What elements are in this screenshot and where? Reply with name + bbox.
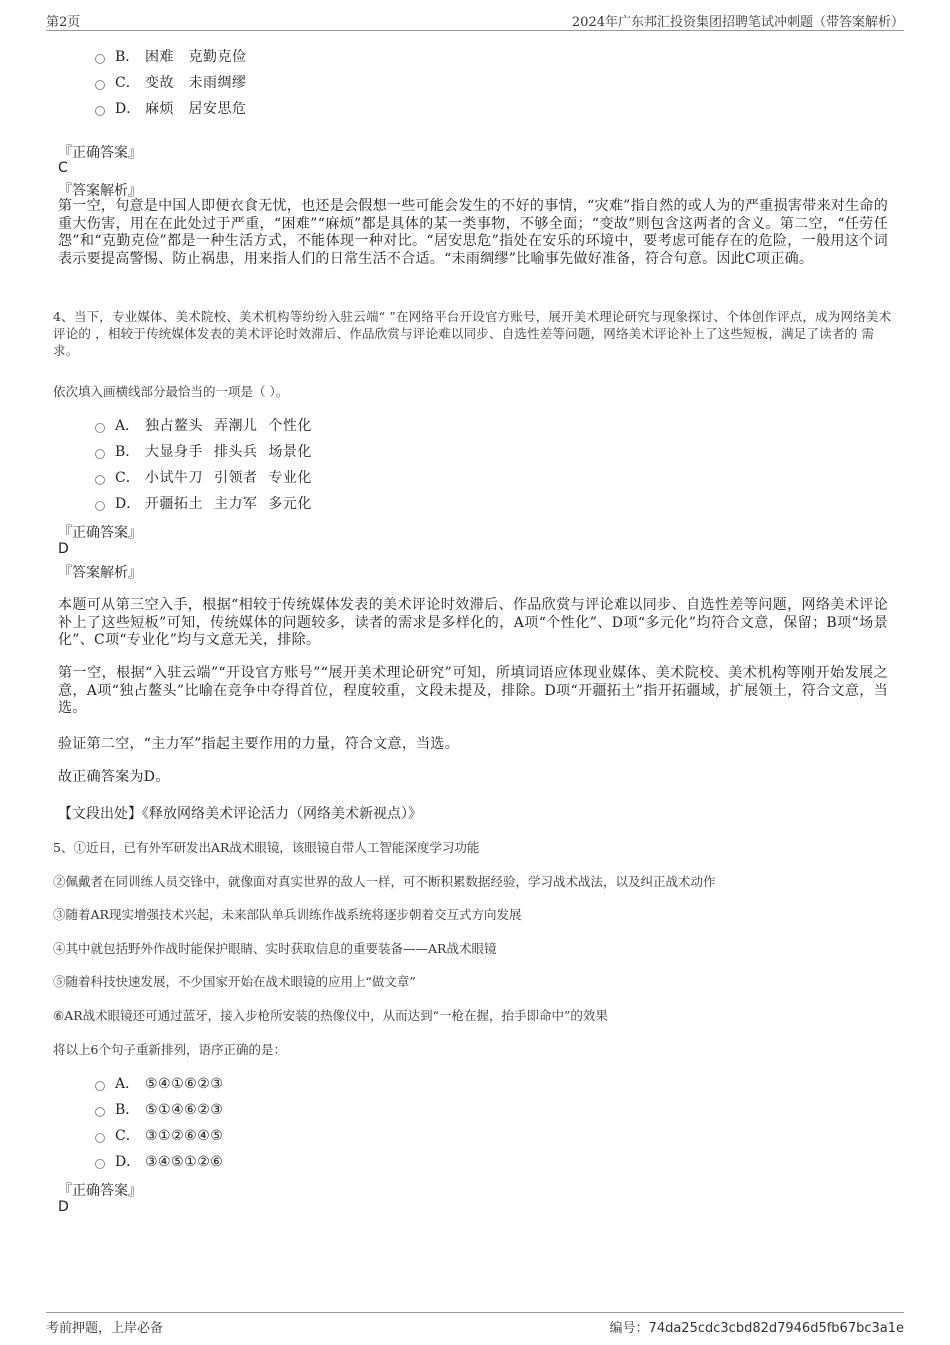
- option-letter: B．: [115, 1102, 140, 1118]
- option-text: ⑤④①⑥②③: [145, 1076, 224, 1092]
- radio-icon[interactable]: [95, 423, 105, 433]
- code-value: 74da25cdc3cbd82d7946d5fb67bc3a1e: [648, 1321, 904, 1336]
- q3-option-d[interactable]: [95, 96, 247, 122]
- option-letter: B．: [115, 444, 140, 460]
- radio-icon[interactable]: [95, 1133, 105, 1143]
- option-letter: A．: [115, 418, 140, 434]
- option-letter: D．: [115, 496, 141, 512]
- option-letter: C．: [115, 470, 140, 486]
- q4-analysis-label: 『答案解析』: [58, 565, 142, 581]
- radio-icon[interactable]: [95, 106, 105, 116]
- radio-icon[interactable]: [95, 1107, 105, 1117]
- radio-icon[interactable]: [95, 54, 105, 64]
- q4-stem: 4、当下，专业媒体、美术院校、美术机构等纷纷入驻云端“ ”在网络平台开设官方账号，展开美术理论研究与现象探讨、个体创作评点，成为网络美术评论的 ，相较于传统媒体发表的美术评论时效滞后、作品欣赏与评论难以同步、自选性差等问题，网络美术评论补上了这些短板，满足了读者的 需求。: [53, 309, 892, 358]
- option-text: ③④⑤①②⑥: [145, 1154, 224, 1170]
- q4-option-a[interactable]: [95, 413, 312, 439]
- q3-option-b[interactable]: [95, 44, 247, 70]
- option-text: 小试牛刀 引领者 专业化: [145, 470, 312, 486]
- option-text: ⑤①④⑥②③: [145, 1102, 224, 1118]
- q5-options: [95, 1071, 223, 1175]
- q5-answer-label: 『正确答案』: [58, 1183, 142, 1199]
- q4-option-c[interactable]: [95, 465, 312, 491]
- q4-analysis-p4: 故正确答案为D。: [58, 769, 170, 785]
- option-text: 独占鳌头 弄潮儿 个性化: [145, 418, 312, 434]
- radio-icon[interactable]: [95, 1159, 105, 1169]
- radio-icon[interactable]: [95, 501, 105, 511]
- option-letter: D．: [115, 101, 141, 117]
- code-label: 编号：: [609, 1321, 649, 1336]
- q3-answer: C: [58, 160, 68, 176]
- option-letter: B．: [115, 49, 140, 65]
- q5-option-b[interactable]: [95, 1097, 223, 1123]
- option-letter: C．: [115, 75, 140, 91]
- q4-analysis-p2: 第一空，根据“入驻云端”“开设官方账号”“展开美术理论研究”可知，所填词语应体现业媒体、美术院校、美术机构等刚开始发展之意，A项“独占鳌头”比喻在竞争中夺得首位，程度较重，文段未提及，排除。D项“开疆拓土”指开拓疆域，扩展领土，符合文意，当选。: [58, 665, 888, 716]
- page-footer: [46, 1312, 904, 1335]
- radio-icon[interactable]: [95, 80, 105, 90]
- option-text: 麻烦 居安思危: [145, 101, 247, 117]
- q5-sentence-1: 5、①近日，已有外军研发出AR战术眼镜，该眼镜自带人工智能深度学习功能: [53, 840, 480, 855]
- q4-analysis-p3: 验证第二空，“主力军”指起主要作用的力量，符合文意，当选。: [58, 736, 460, 752]
- option-text: ③①②⑥④⑤: [145, 1128, 224, 1144]
- q4-source: 【文段出处】《释放网络美术评论活力（网络美术新视点）》: [58, 806, 422, 822]
- q4-option-d[interactable]: [95, 491, 312, 517]
- document-title: 2024年广东邦汇投资集团招聘笔试冲刺题（带答案解析）: [571, 15, 904, 30]
- q5-sentence-4: ④其中就包括野外作战时能保护眼睛、实时获取信息的重要装备——AR战术眼镜: [53, 941, 497, 956]
- footer-slogan: 考前押题，上岸必备: [46, 1321, 164, 1336]
- q4-prompt: 依次填入画横线部分最恰当的一项是（ ）。: [53, 384, 289, 399]
- option-letter: C．: [115, 1128, 140, 1144]
- option-letter: D．: [115, 1154, 141, 1170]
- q5-sentence-2: ②佩戴者在同训练人员交锋中，就像面对真实世界的敌人一样，可不断积累数据经验，学习战术战法，以及纠正战术动作: [53, 874, 716, 889]
- option-text: 大显身手 排头兵 场景化: [145, 444, 312, 460]
- q4-option-b[interactable]: [95, 439, 312, 465]
- q3-analysis: 第一空，句意是中国人即便衣食无忧，也还是会假想一些可能会发生的不好的事情，“灾难”指自然的或人为的严重损害带来对生命的重大伤害，用在在此处过于严重，“困难”“麻烦”都是具体的某一类事物，不够全面；“变故”则包含这两者的含义。第二空，“任劳任怨”和“克勤克俭”都是一种生活方式，不能体现一种对比。“居安思危”指处在安乐的环境中，要考虑可能存在的危险，一般用这个词表示要提高警惕、防止祸患，用来指人们的日常生活不合适。“未雨绸缪”比喻事先做好准备，符合句意。因此C项正确。: [58, 198, 889, 267]
- q5-answer: D: [58, 1199, 69, 1215]
- page-header: [46, 8, 904, 31]
- document-code: [610, 1317, 904, 1336]
- q3-answer-label: 『正确答案』: [58, 145, 142, 161]
- q4-analysis-p1: 本题可从第三空入手，根据“相较于传统媒体发表的美术评论时效滞后、作品欣赏与评论难以同步、自选性差等问题，网络美术评论补上了这些短板”可知，传统媒体的问题较多，读者的需求是多样化的，A项“个性化”、D项“多元化”均符合文意，保留；B项“场景化”、C项“专业化”均与文意无关，排除。: [58, 597, 888, 648]
- option-text: 困难 克勤克俭: [145, 49, 247, 65]
- q5-option-a[interactable]: [95, 1071, 223, 1097]
- q5-option-d[interactable]: [95, 1149, 223, 1175]
- q5-sentence-5: ⑤随着科技快速发展，不少国家开始在战术眼镜的应用上“做文章”: [53, 974, 416, 989]
- q5-sentence-3: ③随着AR现实增强技术兴起，未来部队单兵训练作战系统将逐步朝着交互式方向发展: [53, 907, 522, 922]
- option-text: 变故 未雨绸缪: [145, 75, 247, 91]
- q3-option-c[interactable]: [95, 70, 247, 96]
- q4-answer-label: 『正确答案』: [58, 525, 142, 541]
- radio-icon[interactable]: [95, 449, 105, 459]
- radio-icon[interactable]: [95, 475, 105, 485]
- q3-analysis-label: 『答案解析』: [58, 183, 142, 199]
- q5-option-c[interactable]: [95, 1123, 223, 1149]
- q4-answer: D: [58, 541, 69, 557]
- option-letter: A．: [115, 1076, 140, 1092]
- option-text: 开疆拓土 主力军 多元化: [145, 496, 312, 512]
- q4-options: [95, 413, 312, 517]
- q3-options: [95, 44, 247, 122]
- radio-icon[interactable]: [95, 1081, 105, 1091]
- page-number: 第2页: [46, 15, 81, 30]
- q5-sentence-6: ⑥AR战术眼镜还可通过蓝牙，接入步枪所安装的热像仪中，从而达到“一枪在握，抬手即命中”的效果: [53, 1008, 608, 1023]
- q5-prompt: 将以上6个句子重新排列，语序正确的是：: [53, 1042, 286, 1057]
